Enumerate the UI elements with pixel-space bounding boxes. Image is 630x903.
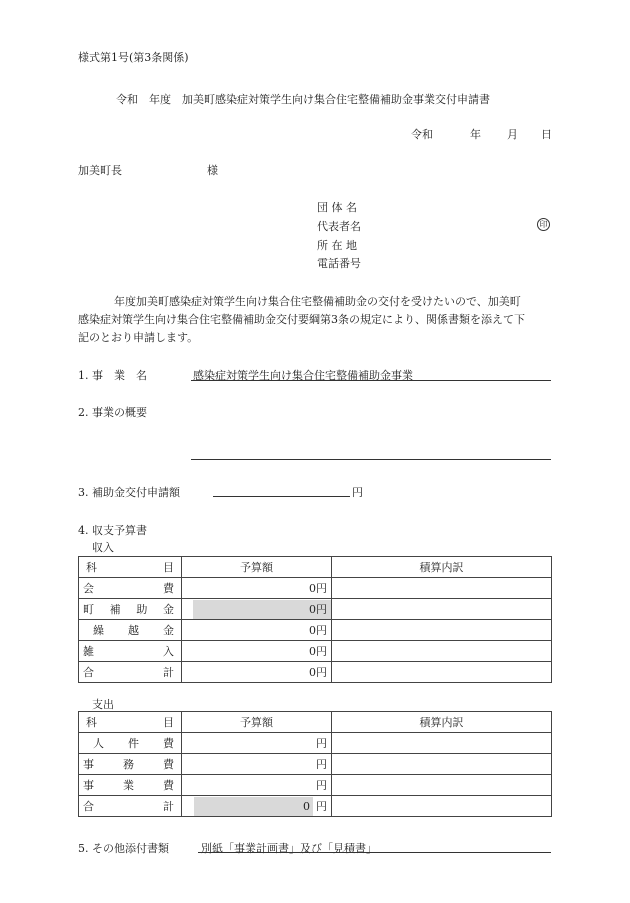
- income-caption: 収入: [92, 541, 114, 554]
- header-breakdown: 積算内訳: [332, 557, 552, 578]
- table-row: [79, 599, 552, 620]
- row-subject: 繰 越 金: [79, 620, 182, 641]
- income-table: [78, 556, 552, 683]
- body-text-line2: 感染症対策学生向け集合住宅整備補助金交付要綱第3条の規定により、関係書類を添えて下: [78, 313, 525, 326]
- row-breakdown[interactable]: [332, 641, 552, 662]
- date-day: 日: [541, 128, 552, 141]
- document-title: 令和 年度 加美町感染症対策学生向け集合住宅整備補助金事業交付申請書: [116, 93, 490, 106]
- item5-label: 5. その他添付書類: [78, 842, 169, 855]
- expense-table: [78, 711, 552, 817]
- phone-label: 電話番号: [317, 257, 361, 270]
- row-subject: 町 補 助 金: [79, 599, 182, 620]
- row-subject: 事 業 費: [79, 775, 182, 796]
- row-amount[interactable]: 0円: [182, 620, 332, 641]
- table-row: [79, 733, 552, 754]
- representative-label: 代表者名: [317, 220, 361, 233]
- header-budget: 予算額: [182, 712, 332, 733]
- item3-unit: 円: [352, 486, 363, 499]
- row-subject: 合 計: [79, 662, 182, 683]
- row-amount[interactable]: 0円: [182, 599, 332, 620]
- row-amount[interactable]: 円: [182, 733, 332, 754]
- date-era: 令和: [411, 128, 433, 141]
- header-subject: 科 目: [79, 712, 182, 733]
- row-subject: 事 務 費: [79, 754, 182, 775]
- org-name-label: 団 体 名: [317, 201, 357, 214]
- item1-label: 1. 事 業 名: [78, 369, 147, 382]
- item3-label: 3. 補助金交付申請額: [78, 486, 180, 499]
- table-row: [79, 754, 552, 775]
- expense-header-row: [79, 712, 552, 733]
- body-text-line3: 記のとおり申請します。: [78, 331, 199, 344]
- body-text-line1: 年度加美町感染症対策学生向け集合住宅整備補助金の交付を受けたいので、加美町: [114, 295, 521, 308]
- item5-value[interactable]: 別紙「事業計画書」及び「見積書」: [201, 842, 377, 855]
- row-breakdown[interactable]: [332, 620, 552, 641]
- row-amount[interactable]: 0円: [182, 641, 332, 662]
- row-subject: 雑 入: [79, 641, 182, 662]
- table-row: [79, 662, 552, 683]
- date-year: 年: [470, 128, 481, 141]
- table-row: [79, 796, 552, 817]
- row-amount[interactable]: 0円: [182, 662, 332, 683]
- header-subject: 科 目: [79, 557, 182, 578]
- item1-underline: [191, 380, 551, 381]
- row-amount[interactable]: 円: [182, 775, 332, 796]
- date-month: 月: [507, 128, 518, 141]
- row-breakdown[interactable]: [332, 733, 552, 754]
- table-row: [79, 775, 552, 796]
- item2-underline[interactable]: [191, 459, 551, 460]
- expense-caption: 支出: [92, 698, 114, 711]
- header-budget: 予算額: [182, 557, 332, 578]
- row-subject: 合 計: [79, 796, 182, 817]
- header-breakdown: 積算内訳: [332, 712, 552, 733]
- table-row: [79, 641, 552, 662]
- row-breakdown[interactable]: [332, 599, 552, 620]
- addressee-name: 加美町長: [78, 164, 122, 177]
- row-breakdown[interactable]: [332, 775, 552, 796]
- income-header-row: [79, 557, 552, 578]
- table-row: [79, 620, 552, 641]
- item5-underline: [198, 852, 551, 853]
- row-breakdown[interactable]: [332, 578, 552, 599]
- row-subject: 人 件 費: [79, 733, 182, 754]
- seal-icon: 印: [537, 218, 550, 231]
- table-row: [79, 578, 552, 599]
- address-label: 所 在 地: [317, 239, 357, 252]
- row-subject: 会 費: [79, 578, 182, 599]
- row-amount[interactable]: 0 円: [182, 796, 332, 817]
- addressee-honorific: 様: [207, 164, 218, 177]
- row-breakdown[interactable]: [332, 662, 552, 683]
- row-amount[interactable]: 0円: [182, 578, 332, 599]
- item3-amount-field[interactable]: [213, 496, 350, 497]
- item1-value[interactable]: 感染症対策学生向け集合住宅整備補助金事業: [193, 369, 413, 382]
- item2-label: 2. 事業の概要: [78, 406, 147, 419]
- row-amount[interactable]: 円: [182, 754, 332, 775]
- form-number: 様式第1号(第3条関係): [78, 51, 189, 64]
- row-breakdown[interactable]: [332, 796, 552, 817]
- item4-label: 4. 収支予算書: [78, 524, 147, 537]
- row-breakdown[interactable]: [332, 754, 552, 775]
- seal-mark: [537, 217, 550, 231]
